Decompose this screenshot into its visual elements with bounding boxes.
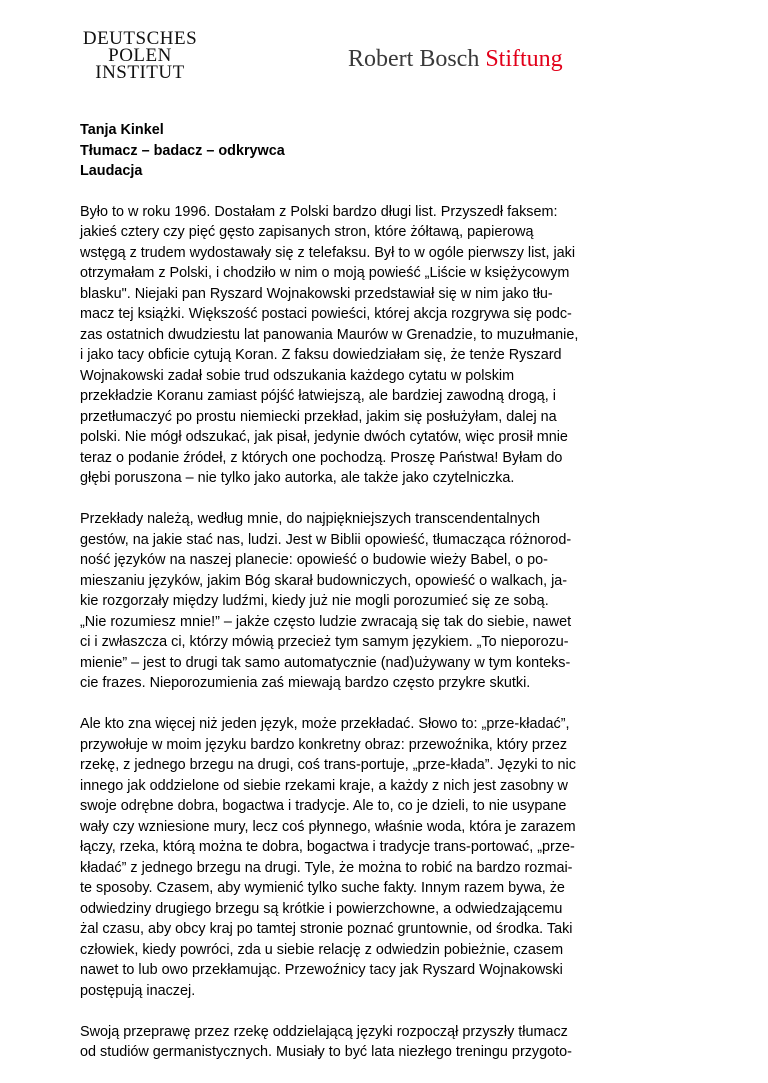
paragraph-line: i jako tacy obficie cytują Koran. Z faksu dowiedziałam się, że tenże Ryszard [80, 347, 562, 363]
paragraph-line: kładać” z jednego brzegu na drugi. Tyle, że można to robić na bardzo rozmai- [80, 859, 573, 876]
logo-line-3: INSTITUT [95, 62, 185, 83]
paragraph-line: rzekę, z jednego brzegu na drugi, coś trans-portuje, „prze-kłada”. Języki to nic [80, 757, 576, 773]
document-heading [80, 120, 700, 182]
deutsches-polen-institut-logo [80, 30, 200, 81]
paragraph-line: mienie” – jest to drugi tak samo automatycznie (nad)używany w tym konteks- [80, 654, 571, 671]
paragraph [80, 202, 700, 489]
document-subtitle: Laudacja [80, 163, 143, 179]
author-name: Tanja Kinkel [80, 122, 164, 138]
paragraph [80, 509, 700, 694]
paragraph-line: Przekłady należą, według mnie, do najpiękniejszych transcendentalnych [80, 511, 540, 527]
paragraph-line: mieszaniu języków, jakim Bóg skarał budowniczych, opowieść o walkach, ja- [80, 572, 568, 589]
paragraph-line: otrzymałam z Polski, i chodziło w nim o moją powieść „Liście w księżycowym [80, 265, 570, 281]
paragraph-line: te sposoby. Czasem, aby wymienić tylko suche fakty. Innym razem bywa, że [80, 880, 565, 896]
paragraph-line: kie rozgorzały między ludźmi, kiedy już nie mogli porozumieć się ze sobą. [80, 593, 549, 609]
paragraph-line: człowiek, kiedy powróci, zda u siebie relację z odwiedzin pobieżnie, czasem [80, 941, 564, 958]
paragraph-line: od studiów germanistycznych. Musiały to być lata niezłego treningu przygoto- [80, 1044, 572, 1060]
paragraph-line: przekładzie Koranu zamiast pójść łatwiejszą, ale bardziej zawodną drogą, i [80, 388, 556, 404]
paragraph-line: łączy, rzeka, którą można te dobra, bogactwa i tradycje trans-portować, „prze- [80, 839, 575, 855]
paragraph [80, 714, 700, 1001]
paragraph-line: wstęgą z trudem wydostawały się z telefaksu. Był to w ogóle pierwszy list, jaki [80, 244, 576, 261]
paragraph-line: nawet to lub owo przekłamując. Przewoźnicy tacy jak Ryszard Wojnakowski [80, 962, 563, 978]
paragraph-line: Swoją przeprawę przez rzekę oddzielającą języki rozpoczął przyszły tłumacz [80, 1023, 568, 1040]
paragraph-line: wały czy wzniesione mury, lecz coś płynnego, właśnie woda, która je zarazem [80, 818, 576, 835]
paragraph-line: głębi poruszona – nie tylko jako autorka, ale także jako czytelniczka. [80, 470, 515, 486]
paragraph-line: blasku". Niejaki pan Ryszard Wojnakowski przedstawiał się w nim jako tłu- [80, 285, 553, 302]
paragraph-line: Wojnakowski zadał sobie trud odszukania każdego cytatu w polskim [80, 367, 515, 384]
paragraph-line: przetłumaczyć po prostu niemiecki przekład, jakim się posłużyłam, dalej na [80, 408, 557, 425]
paragraph-line: ci i zwłaszcza ci, którzy mówią przecież tym samym językiem. „To nieporozu- [80, 634, 569, 650]
paragraph-line: swoje odrębne dobra, bogactwa i tradycje. Ale to, co je dzieli, to nie usypane [80, 798, 567, 814]
paragraph-line: cie frazes. Nieporozumienia zaś miewają bardzo często przykre skutki. [80, 675, 531, 691]
paragraph-line: postępują inaczej. [80, 982, 196, 999]
paragraph-line: odwiedziny drugiego brzegu są krótkie i powierzchowne, a odwiedzającemu [80, 900, 563, 917]
paragraph [80, 1022, 700, 1063]
paragraph-line: Było to w roku 1996. Dostałam z Polski bardzo długi list. Przyszedł faksem: [80, 203, 558, 220]
paragraph-line: gestów, na jakie stać nas, ludzi. Jest w Biblii opowieść, tłumacząca różnorod- [80, 531, 572, 548]
paragraph-line: „Nie rozumiesz mnie!” – jakże często ludzie zwracają się tak do siebie, nawet [80, 613, 572, 630]
paragraphs-container [80, 202, 700, 1063]
paragraph-line: żal czasu, aby obcy kraj po tamtej stronie poznać gruntownie, od środka. Taki [80, 921, 573, 937]
logo-brand-name: Robert Bosch [348, 46, 486, 72]
paragraph-line: teraz o podanie źródeł, z których one pochodzą. Proszę Państwa! Byłam do [80, 449, 563, 466]
document-title: Tłumacz – badacz – odkrywca [80, 142, 285, 159]
logo-line-1: DEUTSCHES [82, 28, 198, 49]
paragraph-line: ność języków na naszej planecie: opowieść o budowie wieży Babel, o po- [80, 552, 548, 568]
logo-line-2: POLEN [108, 45, 172, 66]
paragraph-line: polski. Nie mógł odszukać, jak pisał, jedynie dwóch cytatów, więc prosił mnie [80, 429, 568, 445]
paragraph-line: zas ostatnich dwudziestu lat panowania Maurów w Grenadzie, to muzułmanie, [80, 326, 579, 343]
robert-bosch-stiftung-logo [348, 45, 563, 73]
paragraph-line: Ale kto zna więcej niż jeden język, może przekładać. Słowo to: „prze-kładać”, [80, 716, 570, 732]
paragraph-line: jakieś cztery czy pięć gęsto zapisanych stron, które żółtawą, papierową [80, 224, 534, 240]
paragraph-line: innego jak oddzielone od siebie rzekami kraje, a każdy z nich jest zasobny w [80, 777, 568, 794]
paragraph-line: przywołuje w moim języku bardzo konkretny obraz: przewoźnika, który przez [80, 736, 568, 753]
paragraph-line: macz tej książki. Większość postaci powieści, której akcja rozgrywa się podc- [80, 306, 572, 322]
logo-brand-foundation: Stiftung [485, 46, 563, 72]
document-body [80, 120, 700, 1083]
